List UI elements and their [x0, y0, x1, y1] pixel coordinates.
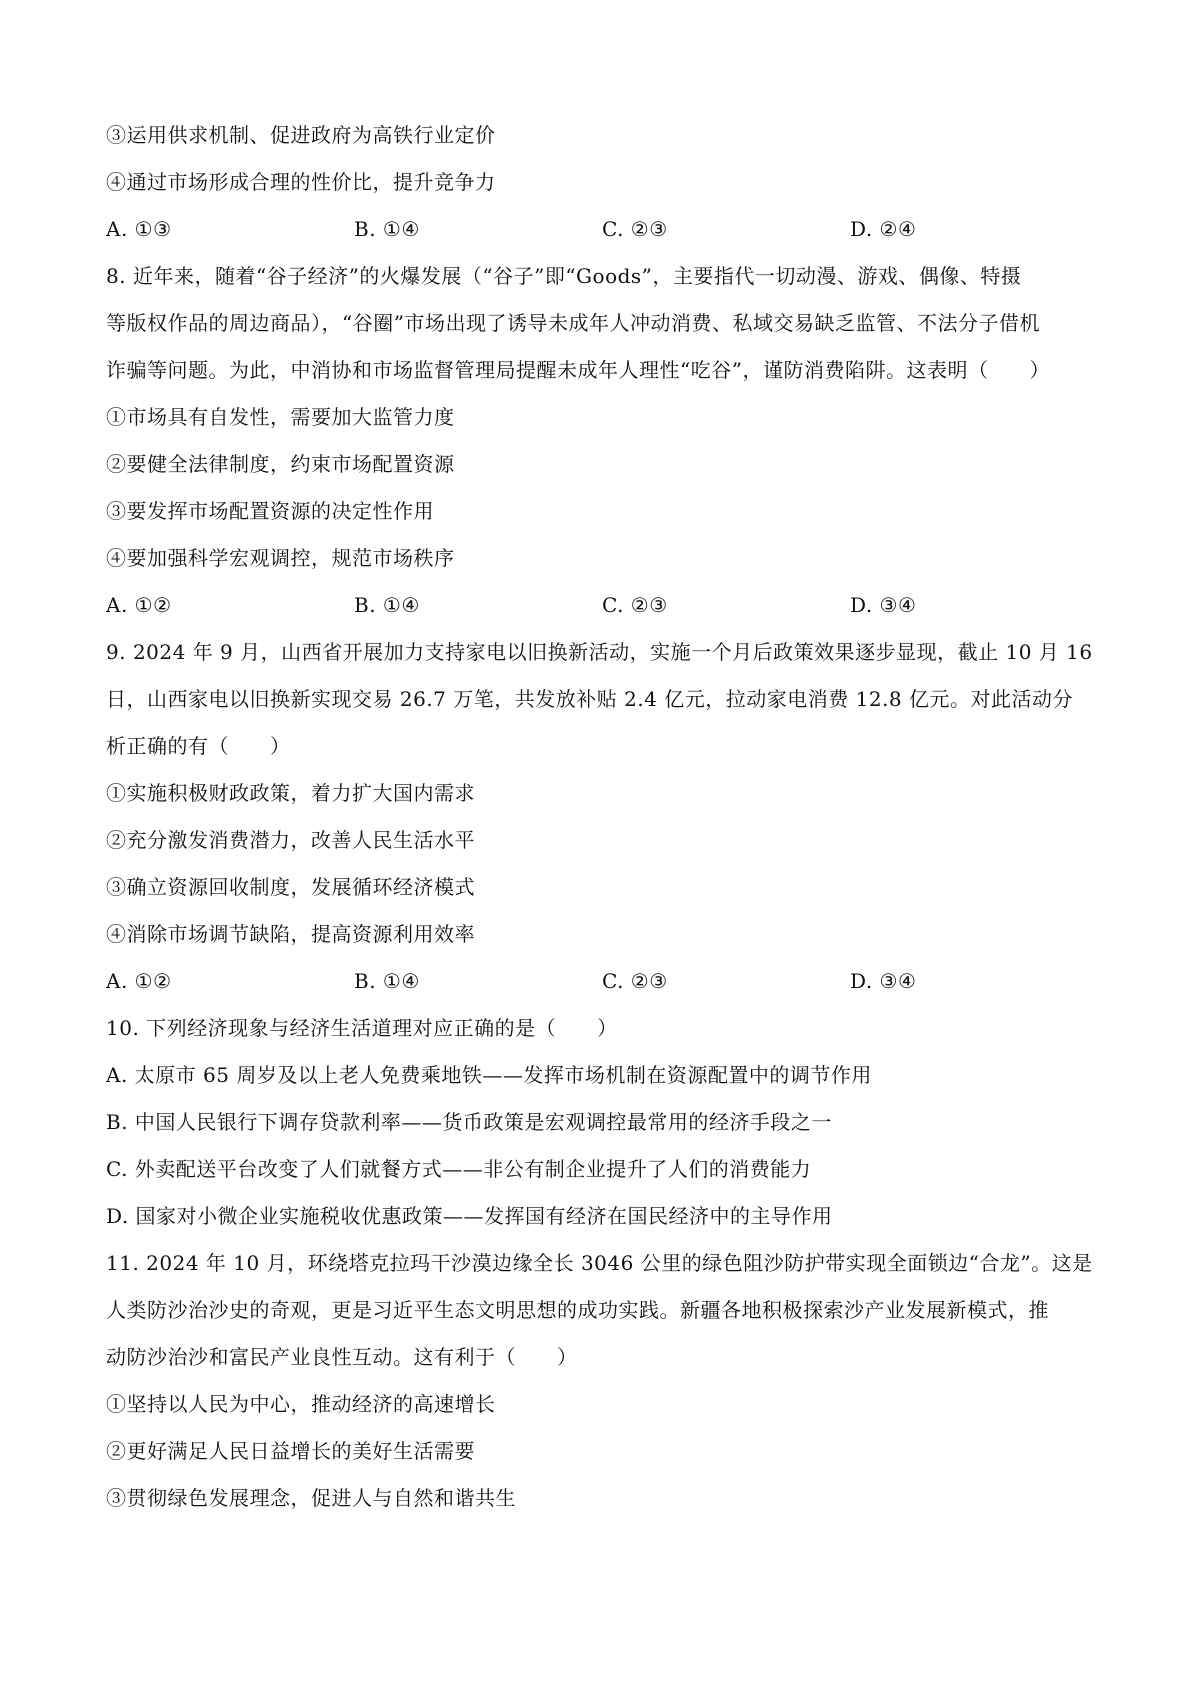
option-c: C. ②③: [602, 593, 668, 617]
statement-item: ③贯彻绿色发展理念，促进人与自然和谐共生: [106, 1486, 516, 1510]
statement-item: ②更好满足人民日益增长的美好生活需要: [106, 1439, 475, 1463]
statement-item: ③要发挥市场配置资源的决定性作用: [106, 499, 434, 523]
answer-options: [106, 958, 1100, 1005]
option-b: B. ①④: [354, 969, 420, 993]
statement-item: ③运用供求机制、促进政府为高铁行业定价: [106, 123, 496, 147]
question-stem-line: 9. 2024 年 9 月，山西省开展加力支持家电以旧换新活动，实施一个月后政策效果逐步显现，截止 10 月 16: [106, 640, 1093, 664]
question-stem-line: 11. 2024 年 10 月，环绕塔克拉玛干沙漠边缘全长 3046 公里的绿色阻沙防护带实现全面锁边“合龙”。这是: [106, 1251, 1093, 1275]
option-b: B. ①④: [354, 593, 420, 617]
question-11: [106, 1240, 1100, 1522]
statement-item: ④消除市场调节缺陷，提高资源利用效率: [106, 922, 475, 946]
question-stem-line: 日，山西家电以旧换新实现交易 26.7 万笔，共发放补贴 2.4 亿元，拉动家电消费 12.8 亿元。对此活动分: [106, 687, 1074, 711]
exam-page: [106, 112, 1100, 1522]
choice-b: B. 中国人民银行下调存贷款利率——货币政策是宏观调控最常用的经济手段之一: [106, 1110, 832, 1134]
question-7-tail: [106, 112, 1100, 253]
statement-item: ④通过市场形成合理的性价比，提升竞争力: [106, 170, 496, 194]
question-stem-line: 动防沙治沙和富民产业良性互动。这有利于（ ）: [106, 1345, 578, 1369]
option-c: C. ②③: [602, 969, 668, 993]
choice-c: C. 外卖配送平台改变了人们就餐方式——非公有制企业提升了人们的消费能力: [106, 1157, 812, 1181]
question-stem-line: 析正确的有（ ）: [106, 734, 291, 758]
choice-d: D. 国家对小微企业实施税收优惠政策——发挥国有经济在国民经济中的主导作用: [106, 1204, 833, 1228]
choice-a: A. 太原市 65 周岁及以上老人免费乘地铁——发挥市场机制在资源配置中的调节作用: [106, 1063, 872, 1087]
statement-item: ③确立资源回收制度，发展循环经济模式: [106, 875, 475, 899]
question-8: [106, 253, 1100, 629]
option-c: C. ②③: [602, 217, 668, 241]
statement-item: ①市场具有自发性，需要加大监管力度: [106, 405, 455, 429]
statement-item: ②要健全法律制度，约束市场配置资源: [106, 452, 455, 476]
statement-item: ①实施积极财政政策，着力扩大国内需求: [106, 781, 475, 805]
question-stem-line: 诈骗等问题。为此，中消协和市场监督管理局提醒未成年人理性“吃谷”，谨防消费陷阱。这表明（ ）: [106, 358, 1050, 382]
question-stem-line: 8. 近年来，随着“谷子经济”的火爆发展（“谷子”即“Goods”，主要指代一切动漫、游戏、偶像、特摄: [106, 264, 1022, 288]
answer-options: [106, 206, 1100, 253]
statement-item: ①坚持以人民为中心，推动经济的高速增长: [106, 1392, 496, 1416]
option-a: A. ①②: [106, 593, 172, 617]
option-d: D. ②④: [850, 217, 917, 241]
question-stem-line: 人类防沙治沙史的奇观，更是习近平生态文明思想的成功实践。新疆各地积极探索沙产业发展新模式，推: [106, 1298, 1049, 1322]
question-9: [106, 629, 1100, 1005]
option-d: D. ③④: [850, 969, 917, 993]
question-10: [106, 1005, 1100, 1240]
answer-options: [106, 582, 1100, 629]
statement-item: ④要加强科学宏观调控，规范市场秩序: [106, 546, 455, 570]
option-d: D. ③④: [850, 593, 917, 617]
statement-item: ②充分激发消费潜力，改善人民生活水平: [106, 828, 475, 852]
option-b: B. ①④: [354, 217, 420, 241]
option-a: A. ①③: [106, 217, 172, 241]
option-a: A. ①②: [106, 969, 172, 993]
question-stem-line: 等版权作品的周边商品），“谷圈”市场出现了诱导未成年人冲动消费、私域交易缺乏监管、不法分子借机: [106, 311, 1040, 335]
question-stem-line: 10. 下列经济现象与经济生活道理对应正确的是（ ）: [106, 1016, 618, 1040]
